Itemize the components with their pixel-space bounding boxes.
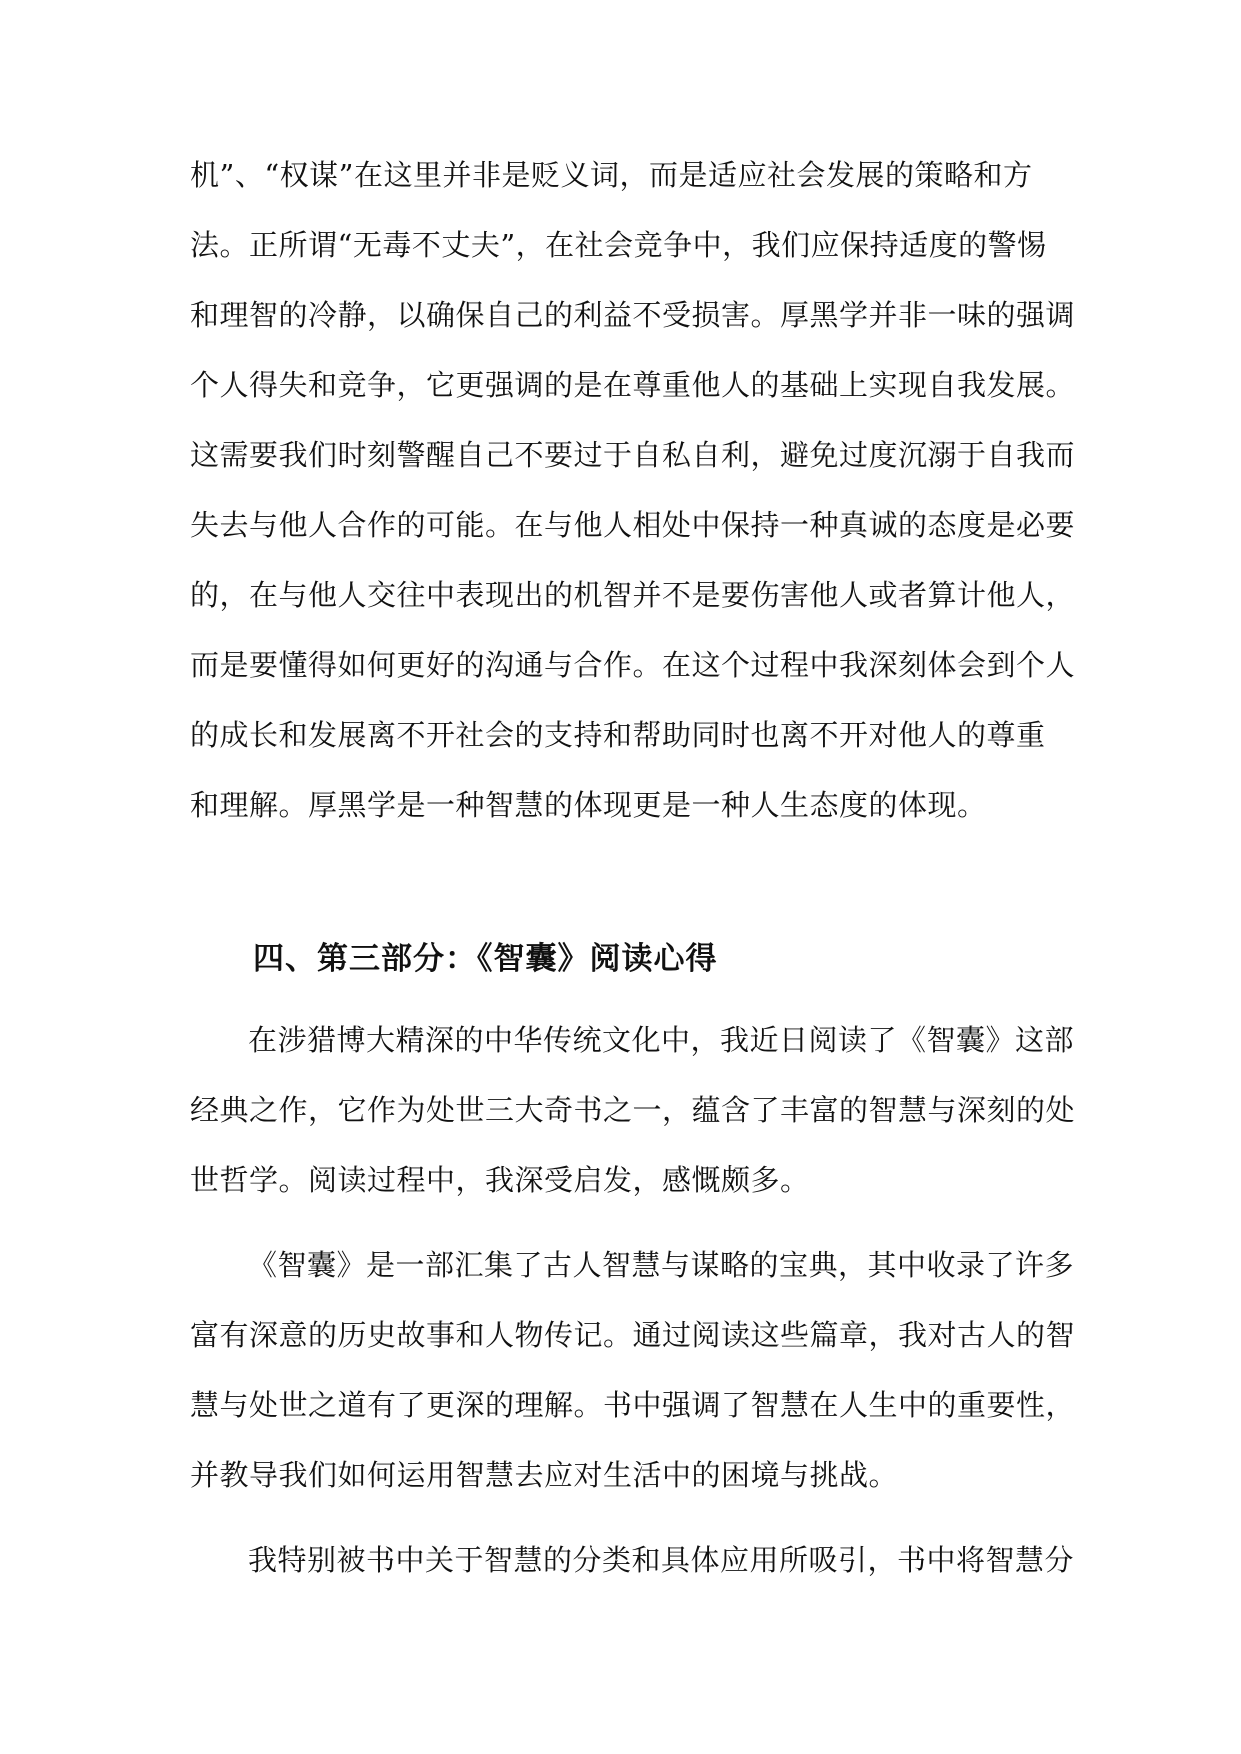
text-line: 失去与他人合作的可能。在与他人相处中保持一种真诚的态度是必要 <box>190 508 1076 542</box>
text-line: 在涉猎博大精深的中华传统文化中，我近日阅读了《智囊》这部 <box>248 1023 1075 1057</box>
text-line: 机”、“权谋”在这里并非是贬义词，而是适应社会发展的策略和方 <box>190 158 1033 192</box>
text-line: 我特别被书中关于智慧的分类和具体应用所吸引，书中将智慧分 <box>248 1543 1075 1577</box>
text-line: 的，在与他人交往中表现出的机智并不是要伤害他人或者算计他人， <box>190 578 1076 612</box>
text-line: 和理智的冷静，以确保自己的利益不受损害。厚黑学并非一味的强调 <box>190 298 1076 332</box>
text-line: 个人得失和竞争，它更强调的是在尊重他人的基础上实现自我发展。 <box>190 368 1076 402</box>
text-line: 的成长和发展离不开社会的支持和帮助同时也离不开对他人的尊重 <box>190 718 1046 752</box>
text-line: 并教导我们如何运用智慧去应对生活中的困境与挑战。 <box>190 1458 899 1492</box>
text-line: 世哲学。阅读过程中，我深受启发，感慨颇多。 <box>190 1163 810 1197</box>
text-line: 慧与处世之道有了更深的理解。书中强调了智慧在人生中的重要性， <box>190 1388 1076 1422</box>
text-line: 经典之作，它作为处世三大奇书之一，蕴含了丰富的智慧与深刻的处 <box>190 1093 1076 1127</box>
text-line: 这需要我们时刻警醒自己不要过于自私自利，避免过度沉溺于自我而 <box>190 438 1076 472</box>
section-heading: 四、第三部分：《智囊》阅读心得 <box>253 941 718 977</box>
text-line: 而是要懂得如何更好的沟通与合作。在这个过程中我深刻体会到个人 <box>190 648 1076 682</box>
text-line: 和理解。厚黑学是一种智慧的体现更是一种人生态度的体现。 <box>190 788 987 822</box>
text-line: 富有深意的历史故事和人物传记。通过阅读这些篇章，我对古人的智 <box>190 1318 1076 1352</box>
text-line: 法。正所谓“无毒不丈夫”，在社会竞争中，我们应保持适度的警惕 <box>190 228 1047 262</box>
text-line: 《智囊》是一部汇集了古人智慧与谋略的宝典，其中收录了许多 <box>248 1248 1075 1282</box>
